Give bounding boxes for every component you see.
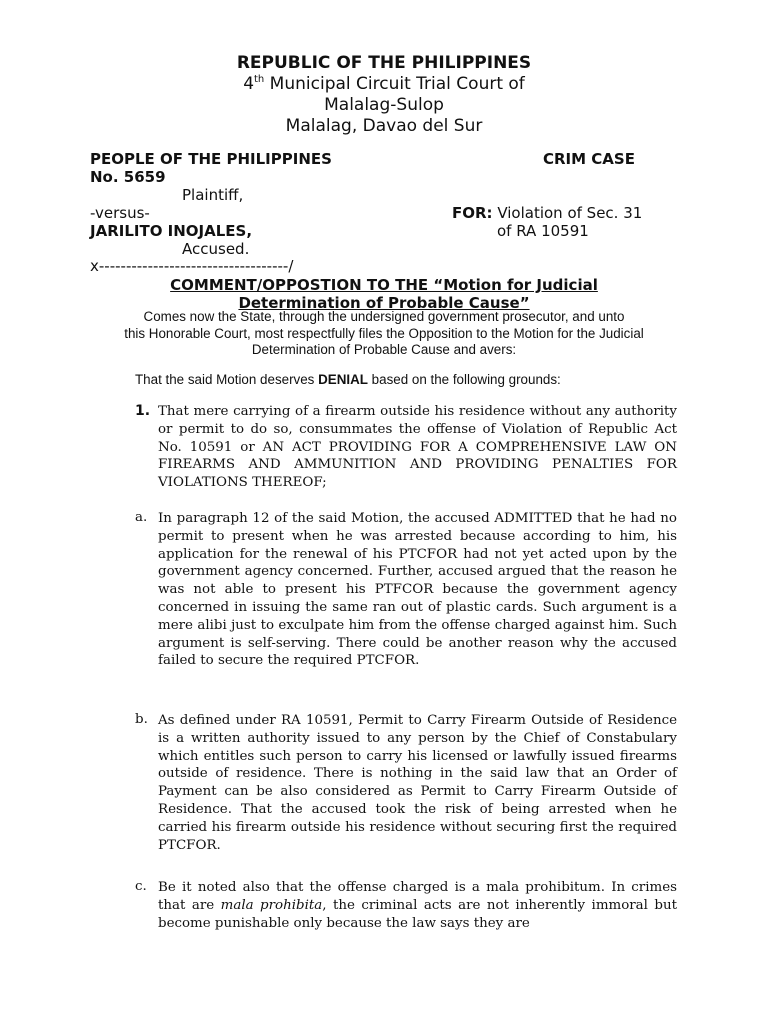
law-reference: of RA 10591	[497, 222, 589, 240]
court-number-suffix: th	[254, 74, 265, 85]
charge-text: Violation of Sec. 31	[492, 204, 643, 222]
paragraph-c-before: Be it noted also that the offense charged is a mala prohibitum. In crimes that are	[158, 880, 677, 913]
case-number: No. 5659	[90, 168, 166, 186]
paragraph-a: In paragraph 12 of the said Motion, the accused ADMITTED that he had no permit to present when he was arrested because according to him, his application for the renewal of his PTCFOR had not yet acted upon by the government agency concerned. Further, accused argued that the reason he was not able to present his PTFCOR because the government agency concerned in issuing the same ran out of plastic cards. Such argument is a mere alibi just to exculpate him from the offense charged against him. Such argument is self-serving. There could be another reason why the accused failed to secure the required PTCFOR.	[158, 511, 677, 669]
for-label: FOR:	[452, 204, 493, 222]
republic-heading: REPUBLIC OF THE PHILIPPINES	[236, 53, 532, 73]
paragraph-c	[158, 879, 677, 932]
paragraph-b: As defined under RA 10591, Permit to Carry Firearm Outside of Residence is a written authority issued to any person by the Chief of Constabulary which entitles such person to carry his licensed or lawfully issued firearms outside of residence. There is nothing in the said law that an Order of Payment can be also considered as Permit to Carry Firearm Outside of Residence. That the accused took the risk of being arrested when he carried his firearm outside his residence without securing first the required PTCFOR.	[158, 713, 677, 853]
paragraph-c-italic: mala prohibita	[220, 897, 323, 913]
grounds-lead-before: That the said Motion deserves	[135, 372, 319, 387]
paragraph-marker-a: a.	[135, 510, 148, 525]
paragraph-marker-b: b.	[135, 712, 148, 727]
case-label: CRIM CASE	[543, 150, 635, 168]
denial-emphasis: DENIAL	[318, 372, 368, 387]
accused-role: Accused.	[182, 240, 250, 258]
grounds-lead-after: based on the following grounds:	[367, 372, 561, 387]
court-number: 4	[243, 74, 255, 94]
intro-line1: Comes now the State, through the undersigned government prosecutor, and unto	[143, 309, 625, 324]
court-location: Malalag, Davao del Sur	[285, 116, 483, 136]
caption-separator: x-----------------------------------/	[90, 257, 294, 275]
intro-line3: Determination of Probable Cause and avers:	[251, 342, 517, 357]
intro-line2: this Honorable Court, most respectfully files the Opposition to the Motion for the Judicial	[124, 326, 644, 341]
plaintiff-role: Plaintiff,	[182, 186, 244, 204]
paragraph-marker-1: 1.	[135, 403, 151, 419]
paragraph-c-after: , the criminal acts are not inherently immoral but become punishable only because the law says they are	[158, 897, 677, 931]
versus-label: -versus-	[90, 204, 150, 222]
paragraph-1: That mere carrying of a firearm outside his residence without any authority or permit to do so, consummates the offense of Violation of Republic Act No. 10591 or AN ACT PROVIDING FOR A COMPREHENSIVE LAW ON FIREARMS AND AMMUNITION AND PROVIDING PENALTIES FOR VIOLATIONS THEREOF;	[158, 404, 677, 491]
plaintiff-name: PEOPLE OF THE PHILIPPINES	[90, 150, 332, 168]
court-name-line2: Malalag-Sulop	[324, 95, 444, 115]
court-name-rest: Municipal Circuit Trial Court of	[264, 74, 525, 94]
document-title-line2: Determination of Probable Cause”	[238, 294, 530, 312]
court-name-line	[0, 74, 768, 94]
grounds-lead	[135, 372, 561, 387]
accused-name: JARILITO INOJALES,	[90, 222, 253, 240]
charge-line	[452, 204, 642, 222]
document-title-line1: COMMENT/OPPOSTION TO THE “Motion for Judicial	[170, 276, 598, 294]
paragraph-marker-c: c.	[135, 879, 147, 894]
